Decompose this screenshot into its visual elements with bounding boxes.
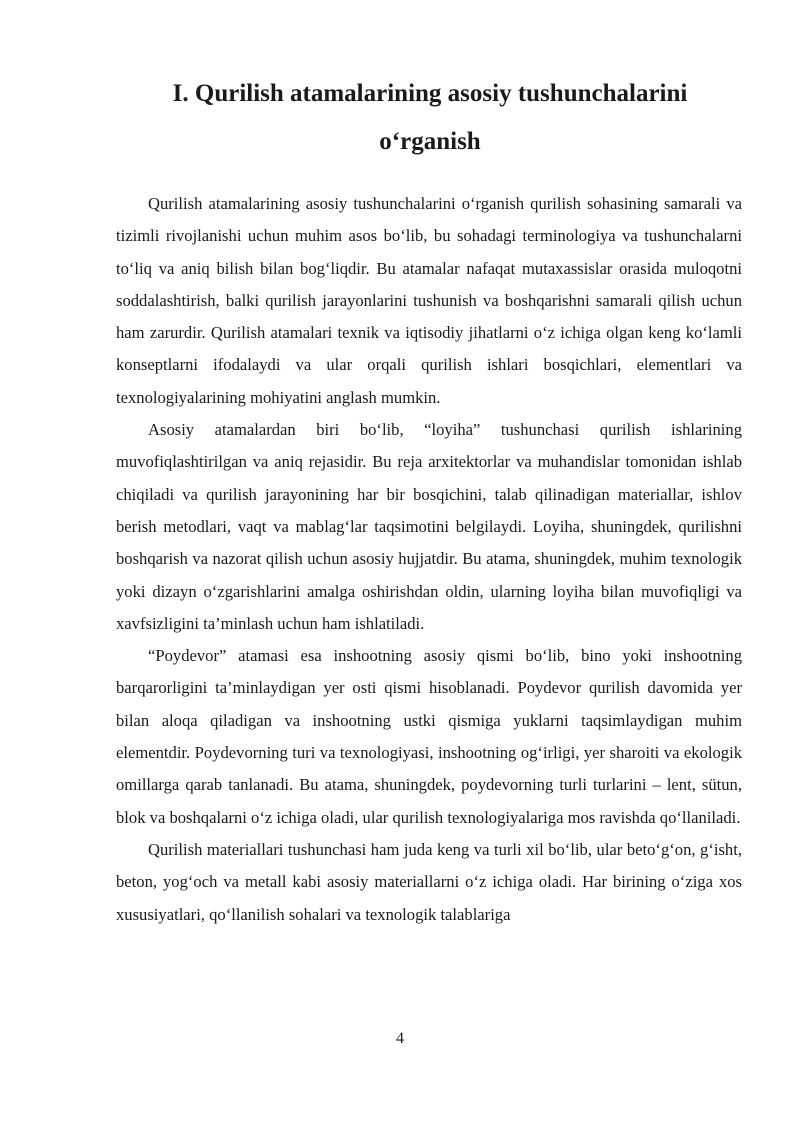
paragraph-1: Qurilish atamalarining asosiy tushunchalarini o‘rganish qurilish sohasining samarali va tizimli rivojlanishi uchun muhim asos bo‘lib, bu sohadagi terminologiya va tushunchalarni to‘liq va aniq bilish bilan bog‘liqdir. Bu atamalar nafaqat mutaxassislar orasida muloqotni soddalashtirish, balki qurilish jarayonlarini tushunish va boshqarishni samarali qilish uchun ham zarurdir. Qurilish atamalari texnik va iqtisodiy jihatlarni o‘z ichiga olgan keng ko‘lamli konseptlarni ifodalaydi va ular orqali qurilish ishlari bosqichlari, elementlari va texnologiyalarining mohiyatini anglash mumkin. xyxy=(116,194,742,407)
page-title: I. Qurilish atamalarining asosiy tushunchalarini o‘rganish xyxy=(172,80,688,155)
paragraph-2: Asosiy atamalardan biri bo‘lib, “loyiha” tushunchasi qurilish ishlarining muvofiqlashtirilgan va aniq rejasidir. Bu reja arxitektorlar va muhandislar tomonidan ishlab chiqiladi va qurilish jarayonining har bir bosqichini, talab qilinadigan materiallar, ishlov berish metodlari, vaqt va mablag‘lar taqsimotini belgilaydi. Loyiha, shuningdek, qurilishni boshqarish va nazorat qilish uchun asosiy hujjatdir. Bu atama, shuningdek, muhim texnologik yoki dizayn o‘zgarishlarini amalga oshirishdan oldin, ularning loyiha bilan muvofiqligi va xavfsizligini ta’minlash uchun ham ishlatiladi. xyxy=(116,420,742,633)
page-number: 4 xyxy=(396,1030,404,1047)
paragraph-4: Qurilish materiallari tushunchasi ham juda keng va turli xil bo‘lib, ular beto‘g‘on, g‘isht, beton, yog‘och va metall kabi asosiy materiallarni o‘z ichiga oladi. Har birining o‘ziga xos xususiyatlari, qo‘llanilish sohalari va texnologik talablariga xyxy=(116,839,742,924)
paragraph-3: “Poydevor” atamasi esa inshootning asosiy qismi bo‘lib, bino yoki inshootning barqarorligini ta’minlaydigan yer osti qismi hisoblanadi. Poydevor qurilish davomida yer bilan aloqa qiladigan va inshootning ustki qismiga yuklarni taqsimlaydigan muhim elementdir. Poydevorning turi va texnologiyasi, inshootning og‘irligi, yer sharoiti va ekologik omillarga qarab tanlanadi. Bu atama, shuningdek, poydevorning turli turlarini – lent, sütun, blok va boshqalarni o‘z ichiga oladi, ular qurilish texnologiyalariga mos ravishda qo‘llaniladi. xyxy=(116,646,742,827)
body-text xyxy=(116,188,742,931)
